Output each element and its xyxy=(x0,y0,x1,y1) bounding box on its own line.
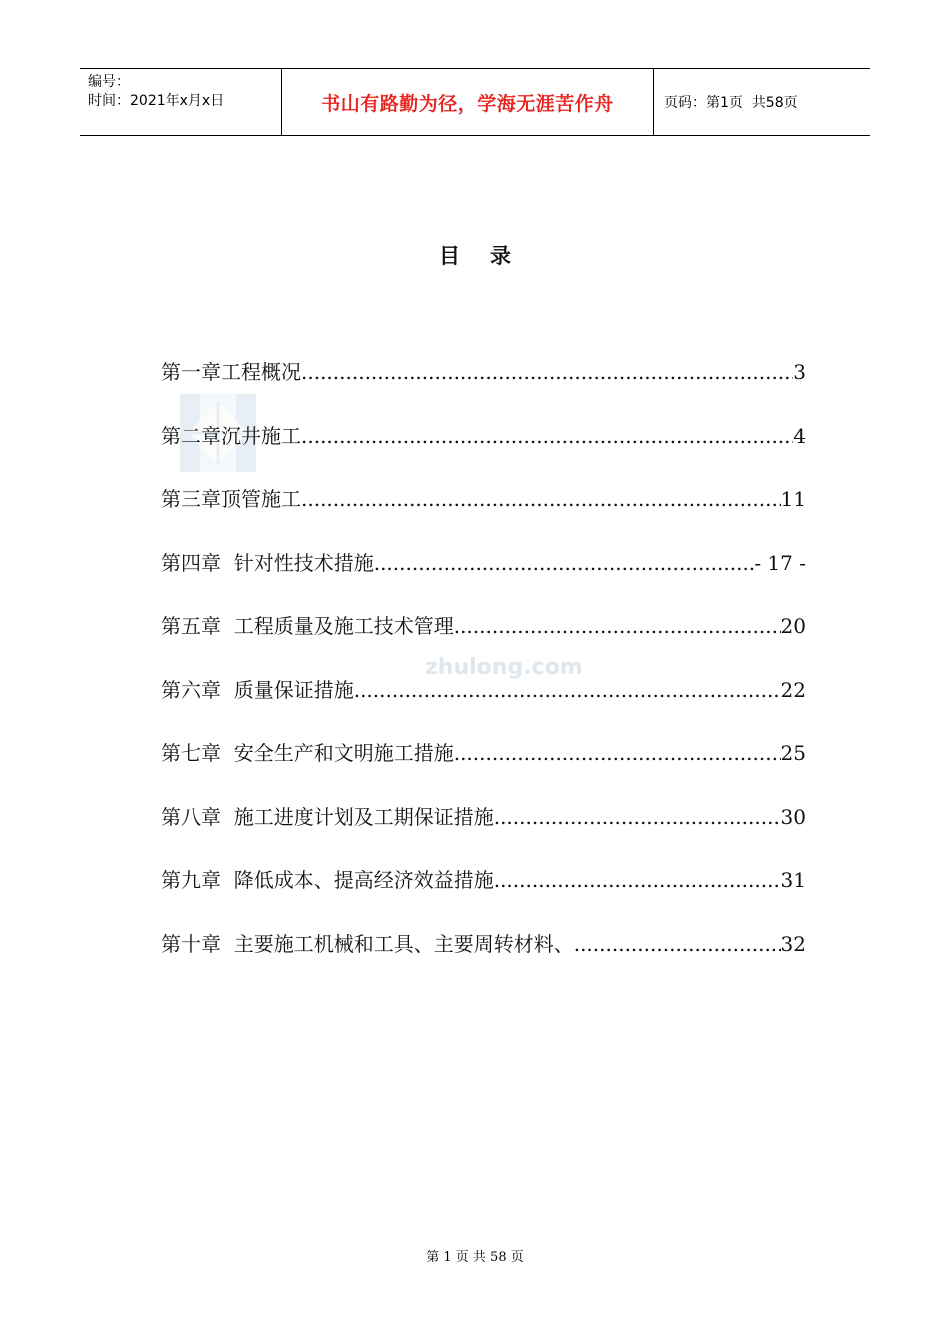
toc-entry-label: 第七章 安全生产和文明施工措施 xyxy=(161,741,454,765)
toc-entry-page: 31 xyxy=(780,868,806,892)
toc-entry[interactable] xyxy=(161,356,806,420)
toc-entry[interactable] xyxy=(161,483,806,547)
page-footer xyxy=(0,1246,950,1265)
toc-entry[interactable] xyxy=(161,610,806,674)
toc-entry[interactable] xyxy=(161,864,806,928)
toc-entry-page: 30 xyxy=(780,804,806,829)
toc-entry[interactable] xyxy=(161,674,806,738)
header-number-label: 编号： xyxy=(88,74,130,90)
header-page-info: 页码：第1页 共58页 xyxy=(664,95,798,111)
header-page-cell xyxy=(654,69,870,135)
toc-entry-label: 第六章 质量保证措施 xyxy=(161,677,354,702)
toc-entry-label: 第二章沉井施工 xyxy=(161,423,301,448)
toc-entry-page: 22 xyxy=(780,677,806,702)
toc-entry-label: 第五章 工程质量及施工技术管理 xyxy=(161,614,454,638)
toc-entry-leader xyxy=(494,864,781,896)
toc-entry-page: 4 xyxy=(793,423,806,448)
header-meta-cell xyxy=(80,69,282,135)
footer-page-number: 第 1 页 共 58 页 xyxy=(426,1250,524,1265)
document-header xyxy=(80,68,870,136)
toc-entry-label: 第四章 针对性技术措施 xyxy=(161,550,374,575)
toc-entry-leader xyxy=(301,356,793,388)
toc-entry-leader xyxy=(301,420,793,452)
table-of-contents xyxy=(161,356,806,991)
watermark-text: zhulong.com xyxy=(425,655,583,680)
toc-entry[interactable] xyxy=(161,737,806,801)
toc-entry[interactable] xyxy=(161,420,806,484)
toc-entry-leader xyxy=(354,674,781,706)
toc-entry-page: 25 xyxy=(780,741,806,765)
header-motto-cell xyxy=(282,69,654,135)
toc-entry[interactable] xyxy=(161,547,806,611)
toc-entry-leader xyxy=(494,801,781,833)
toc-entry[interactable] xyxy=(161,928,806,992)
header-time-label: 时间：2021年x月x日 xyxy=(88,93,225,109)
toc-entry-leader xyxy=(301,483,781,515)
toc-entry-page: 20 xyxy=(780,614,806,638)
toc-entry-page: - 17 - xyxy=(754,550,806,575)
toc-entry[interactable] xyxy=(161,801,806,865)
toc-entry-leader xyxy=(454,610,781,642)
toc-entry-leader xyxy=(454,737,781,769)
toc-entry-label: 第八章 施工进度计划及工期保证措施 xyxy=(161,804,494,829)
toc-entry-label: 第十章 主要施工机械和工具、主要周转材料、 xyxy=(161,931,574,956)
toc-entry-leader xyxy=(574,928,781,960)
toc-entry-page: 32 xyxy=(780,931,806,956)
toc-entry-page: 3 xyxy=(793,360,806,384)
header-motto: 书山有路勤为径，学海无涯苦作舟 xyxy=(321,92,614,115)
toc-entry-label: 第九章 降低成本、提高经济效益措施 xyxy=(161,868,494,892)
toc-entry-label: 第一章工程概况 xyxy=(161,360,301,384)
toc-entry-label: 第三章顶管施工 xyxy=(161,487,301,511)
page-title: 目录 xyxy=(439,243,541,268)
toc-entry-leader xyxy=(374,547,755,579)
toc-entry-page: 11 xyxy=(780,487,806,511)
